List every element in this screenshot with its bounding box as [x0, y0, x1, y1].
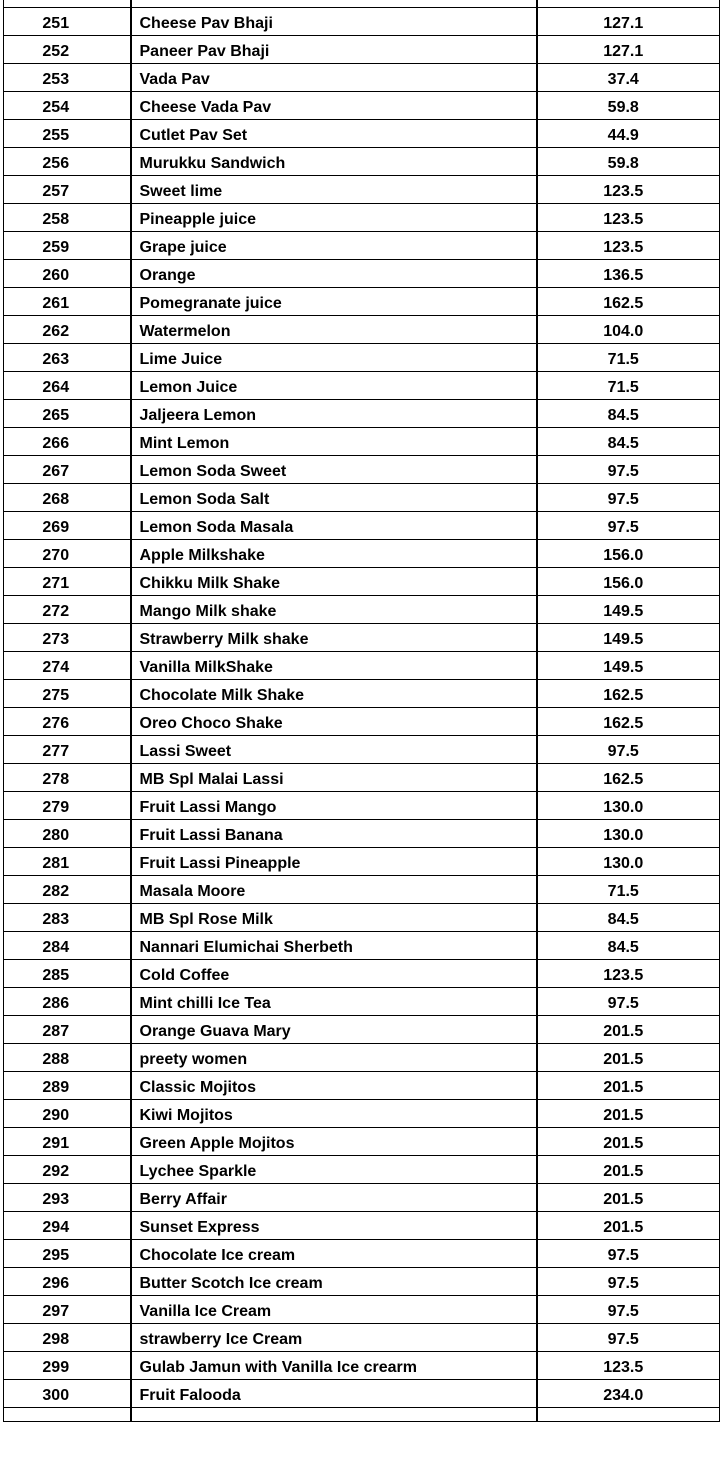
- item-number-cell: 289: [4, 1072, 131, 1100]
- table-row: [4, 1072, 720, 1100]
- item-price-cell: 97.5: [537, 484, 720, 512]
- item-number-cell: 281: [4, 848, 131, 876]
- table-row: [4, 36, 720, 64]
- item-number-cell: 270: [4, 540, 131, 568]
- table-row: [4, 176, 720, 204]
- item-number-cell: 295: [4, 1240, 131, 1268]
- item-name-cell: Watermelon: [131, 316, 537, 344]
- item-number-cell: 253: [4, 64, 131, 92]
- table-row: [4, 540, 720, 568]
- table-row: [4, 1324, 720, 1352]
- item-number-cell: 268: [4, 484, 131, 512]
- item-price-cell: 37.4: [537, 64, 720, 92]
- item-price-cell: 59.8: [537, 148, 720, 176]
- item-name-cell: MB Spl Malai Lassi: [131, 764, 537, 792]
- item-price-cell: 130.0: [537, 820, 720, 848]
- table-row: [4, 988, 720, 1016]
- item-price-cell: 44.9: [537, 120, 720, 148]
- item-name-cell: Fruit Lassi Banana: [131, 820, 537, 848]
- item-number-cell: 283: [4, 904, 131, 932]
- table-row: [4, 1268, 720, 1296]
- table-row: [4, 876, 720, 904]
- item-price-cell: 127.1: [537, 36, 720, 64]
- table-row: [4, 1100, 720, 1128]
- item-name-cell: Masala Moore: [131, 876, 537, 904]
- table-row: [4, 400, 720, 428]
- item-price-cell: 130.0: [537, 848, 720, 876]
- edge-cell: [537, 1408, 720, 1422]
- item-price-cell: 127.1: [537, 8, 720, 36]
- item-name-cell: Cutlet Pav Set: [131, 120, 537, 148]
- item-name-cell: Mint chilli Ice Tea: [131, 988, 537, 1016]
- table-row: [4, 1380, 720, 1408]
- table-row: [4, 1240, 720, 1268]
- item-name-cell: Oreo Choco Shake: [131, 708, 537, 736]
- item-name-cell: Paneer Pav Bhaji: [131, 36, 537, 64]
- item-price-cell: 123.5: [537, 204, 720, 232]
- table-row: [4, 792, 720, 820]
- item-name-cell: Lychee Sparkle: [131, 1156, 537, 1184]
- item-number-cell: 290: [4, 1100, 131, 1128]
- item-price-cell: 59.8: [537, 92, 720, 120]
- item-name-cell: Sunset Express: [131, 1212, 537, 1240]
- edge-cell: [4, 0, 131, 8]
- item-number-cell: 298: [4, 1324, 131, 1352]
- item-name-cell: Orange: [131, 260, 537, 288]
- item-price-cell: 97.5: [537, 736, 720, 764]
- item-name-cell: Vada Pav: [131, 64, 537, 92]
- table-bottom-edge-row: [4, 1408, 720, 1422]
- item-name-cell: Mint Lemon: [131, 428, 537, 456]
- item-name-cell: Chocolate Milk Shake: [131, 680, 537, 708]
- menu-price-table: [3, 0, 720, 1422]
- table-row: [4, 316, 720, 344]
- table-row: [4, 1352, 720, 1380]
- item-price-cell: 97.5: [537, 1324, 720, 1352]
- item-number-cell: 269: [4, 512, 131, 540]
- table-row: [4, 1128, 720, 1156]
- item-price-cell: 156.0: [537, 568, 720, 596]
- item-price-cell: 201.5: [537, 1128, 720, 1156]
- edge-cell: [537, 0, 720, 8]
- item-name-cell: Orange Guava Mary: [131, 1016, 537, 1044]
- item-name-cell: Nannari Elumichai Sherbeth: [131, 932, 537, 960]
- item-name-cell: Lassi Sweet: [131, 736, 537, 764]
- item-number-cell: 267: [4, 456, 131, 484]
- item-number-cell: 252: [4, 36, 131, 64]
- table-row: [4, 820, 720, 848]
- table-row: [4, 1212, 720, 1240]
- item-number-cell: 277: [4, 736, 131, 764]
- table-row: [4, 764, 720, 792]
- table-row: [4, 260, 720, 288]
- item-number-cell: 264: [4, 372, 131, 400]
- item-price-cell: 149.5: [537, 596, 720, 624]
- table-row: [4, 92, 720, 120]
- item-name-cell: Lemon Soda Masala: [131, 512, 537, 540]
- item-name-cell: Sweet lime: [131, 176, 537, 204]
- item-number-cell: 263: [4, 344, 131, 372]
- menu-table-body: [4, 0, 720, 1422]
- item-name-cell: Lemon Juice: [131, 372, 537, 400]
- item-name-cell: Vanilla Ice Cream: [131, 1296, 537, 1324]
- item-price-cell: 201.5: [537, 1100, 720, 1128]
- item-name-cell: Chikku Milk Shake: [131, 568, 537, 596]
- item-number-cell: 266: [4, 428, 131, 456]
- item-price-cell: 201.5: [537, 1016, 720, 1044]
- table-row: [4, 960, 720, 988]
- item-number-cell: 251: [4, 8, 131, 36]
- item-number-cell: 278: [4, 764, 131, 792]
- item-price-cell: 84.5: [537, 904, 720, 932]
- item-name-cell: Murukku Sandwich: [131, 148, 537, 176]
- item-name-cell: Apple Milkshake: [131, 540, 537, 568]
- item-price-cell: 149.5: [537, 624, 720, 652]
- item-name-cell: Green Apple Mojitos: [131, 1128, 537, 1156]
- table-row: [4, 64, 720, 92]
- table-row: [4, 736, 720, 764]
- item-number-cell: 300: [4, 1380, 131, 1408]
- item-number-cell: 297: [4, 1296, 131, 1324]
- edge-cell: [131, 1408, 537, 1422]
- table-row: [4, 372, 720, 400]
- item-price-cell: 201.5: [537, 1044, 720, 1072]
- item-price-cell: 123.5: [537, 232, 720, 260]
- item-name-cell: preety women: [131, 1044, 537, 1072]
- item-price-cell: 162.5: [537, 708, 720, 736]
- item-price-cell: 162.5: [537, 288, 720, 316]
- item-number-cell: 272: [4, 596, 131, 624]
- item-number-cell: 282: [4, 876, 131, 904]
- item-number-cell: 262: [4, 316, 131, 344]
- item-name-cell: Berry Affair: [131, 1184, 537, 1212]
- item-name-cell: Lemon Soda Sweet: [131, 456, 537, 484]
- item-name-cell: Chocolate Ice cream: [131, 1240, 537, 1268]
- item-number-cell: 288: [4, 1044, 131, 1072]
- table-row: [4, 596, 720, 624]
- item-number-cell: 299: [4, 1352, 131, 1380]
- item-name-cell: MB Spl Rose Milk: [131, 904, 537, 932]
- item-number-cell: 257: [4, 176, 131, 204]
- item-name-cell: Pomegranate juice: [131, 288, 537, 316]
- item-number-cell: 261: [4, 288, 131, 316]
- table-row: [4, 568, 720, 596]
- table-row: [4, 680, 720, 708]
- item-number-cell: 287: [4, 1016, 131, 1044]
- table-top-edge-row: [4, 0, 720, 8]
- item-price-cell: 97.5: [537, 1268, 720, 1296]
- item-name-cell: Grape juice: [131, 232, 537, 260]
- table-row: [4, 652, 720, 680]
- item-number-cell: 296: [4, 1268, 131, 1296]
- item-number-cell: 260: [4, 260, 131, 288]
- item-price-cell: 71.5: [537, 372, 720, 400]
- item-name-cell: Vanilla MilkShake: [131, 652, 537, 680]
- item-number-cell: 254: [4, 92, 131, 120]
- item-price-cell: 130.0: [537, 792, 720, 820]
- item-name-cell: Classic Mojitos: [131, 1072, 537, 1100]
- item-price-cell: 97.5: [537, 456, 720, 484]
- item-number-cell: 259: [4, 232, 131, 260]
- item-name-cell: Fruit Lassi Pineapple: [131, 848, 537, 876]
- item-number-cell: 274: [4, 652, 131, 680]
- item-price-cell: 201.5: [537, 1072, 720, 1100]
- item-price-cell: 71.5: [537, 876, 720, 904]
- item-price-cell: 123.5: [537, 176, 720, 204]
- item-number-cell: 291: [4, 1128, 131, 1156]
- item-price-cell: 104.0: [537, 316, 720, 344]
- item-number-cell: 255: [4, 120, 131, 148]
- table-row: [4, 904, 720, 932]
- item-name-cell: strawberry Ice Cream: [131, 1324, 537, 1352]
- item-price-cell: 136.5: [537, 260, 720, 288]
- item-name-cell: Fruit Lassi Mango: [131, 792, 537, 820]
- table-row: [4, 456, 720, 484]
- item-price-cell: 201.5: [537, 1184, 720, 1212]
- table-row: [4, 848, 720, 876]
- item-price-cell: 97.5: [537, 1240, 720, 1268]
- item-number-cell: 285: [4, 960, 131, 988]
- table-row: [4, 512, 720, 540]
- item-name-cell: Butter Scotch Ice cream: [131, 1268, 537, 1296]
- item-number-cell: 293: [4, 1184, 131, 1212]
- item-name-cell: Lime Juice: [131, 344, 537, 372]
- item-price-cell: 97.5: [537, 1296, 720, 1324]
- item-price-cell: 97.5: [537, 988, 720, 1016]
- item-price-cell: 97.5: [537, 512, 720, 540]
- item-price-cell: 71.5: [537, 344, 720, 372]
- edge-cell: [4, 1408, 131, 1422]
- table-row: [4, 932, 720, 960]
- table-row: [4, 120, 720, 148]
- item-number-cell: 294: [4, 1212, 131, 1240]
- item-number-cell: 273: [4, 624, 131, 652]
- table-row: [4, 708, 720, 736]
- table-row: [4, 1156, 720, 1184]
- item-number-cell: 284: [4, 932, 131, 960]
- item-name-cell: Strawberry Milk shake: [131, 624, 537, 652]
- table-row: [4, 1296, 720, 1324]
- item-name-cell: Jaljeera Lemon: [131, 400, 537, 428]
- table-row: [4, 232, 720, 260]
- item-number-cell: 271: [4, 568, 131, 596]
- item-name-cell: Fruit Falooda: [131, 1380, 537, 1408]
- item-price-cell: 162.5: [537, 680, 720, 708]
- item-number-cell: 275: [4, 680, 131, 708]
- table-row: [4, 624, 720, 652]
- table-row: [4, 8, 720, 36]
- item-price-cell: 201.5: [537, 1156, 720, 1184]
- item-price-cell: 84.5: [537, 932, 720, 960]
- item-name-cell: Kiwi Mojitos: [131, 1100, 537, 1128]
- item-number-cell: 258: [4, 204, 131, 232]
- item-number-cell: 276: [4, 708, 131, 736]
- item-name-cell: Gulab Jamun with Vanilla Ice crearm: [131, 1352, 537, 1380]
- item-price-cell: 162.5: [537, 764, 720, 792]
- item-name-cell: Cheese Pav Bhaji: [131, 8, 537, 36]
- item-name-cell: Cold Coffee: [131, 960, 537, 988]
- table-row: [4, 148, 720, 176]
- item-price-cell: 84.5: [537, 400, 720, 428]
- item-price-cell: 201.5: [537, 1212, 720, 1240]
- edge-cell: [131, 0, 537, 8]
- table-row: [4, 344, 720, 372]
- item-price-cell: 123.5: [537, 1352, 720, 1380]
- item-number-cell: 256: [4, 148, 131, 176]
- item-number-cell: 286: [4, 988, 131, 1016]
- item-price-cell: 149.5: [537, 652, 720, 680]
- item-name-cell: Cheese Vada Pav: [131, 92, 537, 120]
- table-row: [4, 204, 720, 232]
- item-number-cell: 265: [4, 400, 131, 428]
- table-row: [4, 288, 720, 316]
- item-price-cell: 156.0: [537, 540, 720, 568]
- table-row: [4, 1044, 720, 1072]
- item-number-cell: 279: [4, 792, 131, 820]
- item-price-cell: 84.5: [537, 428, 720, 456]
- item-name-cell: Lemon Soda Salt: [131, 484, 537, 512]
- table-row: [4, 1184, 720, 1212]
- item-price-cell: 123.5: [537, 960, 720, 988]
- item-number-cell: 280: [4, 820, 131, 848]
- table-row: [4, 1016, 720, 1044]
- item-number-cell: 292: [4, 1156, 131, 1184]
- item-name-cell: Pineapple juice: [131, 204, 537, 232]
- table-row: [4, 428, 720, 456]
- item-price-cell: 234.0: [537, 1380, 720, 1408]
- table-row: [4, 484, 720, 512]
- item-name-cell: Mango Milk shake: [131, 596, 537, 624]
